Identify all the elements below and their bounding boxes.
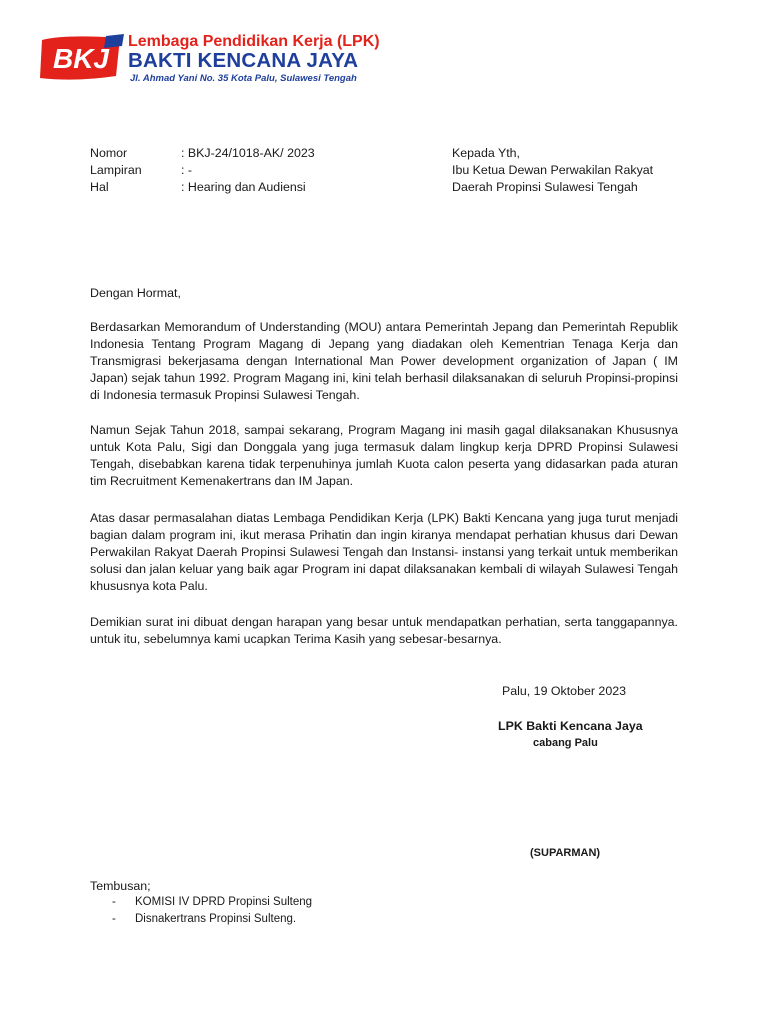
institution-name: BAKTI KENCANA JAYA [128,49,359,72]
meta-value: : Hearing dan Audiensi [181,180,306,194]
meta-value: : BKJ-24/1018-AK/ 2023 [181,146,315,160]
letter-meta [90,145,315,196]
signature-org: LPK Bakti Kencana Jaya [498,719,643,733]
body-paragraph: Atas dasar permasalahan diatas Lembaga Pendidikan Kerja (LPK) Bakti Kencana yang juga turut menjadi bagian dalam program ini, ikut merasa Prihatin dan ingin kiranya mendapat perhatian khusus dari Dewan Perwakilan Rakyat Daerah Propinsi Sulawesi Tengah dan Instansi- instansi yang terkait untuk memberikan solusi dan jalan keluar yang baik agar Program ini dapat dilaksanakan kembali di wilayah Sulawesi Tengah khususnya kota Palu. [90,511,678,593]
recipient-line: Daerah Propinsi Sulawesi Tengah [452,180,638,194]
meta-label: Lampiran [90,163,142,177]
meta-value: : - [181,163,193,177]
signature-date: Palu, 19 Oktober 2023 [502,684,626,698]
cc-item-text: KOMISI IV DPRD Propinsi Sulteng [135,896,313,908]
meta-row-lampiran [90,162,315,179]
body-paragraph: Berdasarkan Memorandum of Understanding (MOU) antara Pemerintah Jepang dan Pemerintah Republik Indonesia Tentang Program Magang di Jepang yang diadakan oleh Kementrian Tenaga Kerja dan Transmigrasi bekerjasama dengan International Man Power development organization of Japan ( IM Japan) sejak tahun 1992. Program Magang ini, kini telah berhasil dilaksanakan di seluruh Propinsi-propinsi di Indonesia termasuk Propinsi Sulawesi Tengah. [90,320,678,402]
logo-text: BKJ [52,43,110,74]
cc-item-text: Disnakertrans Propinsi Sulteng. [135,913,297,925]
meta-row-nomor [90,145,315,162]
cc-label: Tembusan; [90,879,151,893]
salutation: Dengan Hormat, [90,286,181,300]
signatory-name: (SUPARMAN) [530,847,601,859]
recipient-line: Kepada Yth, [452,146,520,160]
recipient-line: Ibu Ketua Dewan Perwakilan Rakyat [452,163,654,177]
institution-type: Lembaga Pendidikan Kerja (LPK) [128,33,380,50]
recipient-block [452,145,653,196]
institution-address: Jl. Ahmad Yani No. 35 Kota Palu, Sulawesi Tengah [130,73,357,84]
cc-item: - KOMISI IV DPRD Propinsi Sulteng [112,896,313,908]
cc-item: - Disnakertrans Propinsi Sulteng. [112,913,297,925]
body-paragraph: Demikian surat ini dibuat dengan harapan yang besar untuk mendapatkan perhatian, serta tanggapannya. untuk itu, sebelumnya kami ucapkan Terima Kasih yang sebesar-besarnya. [90,615,678,646]
meta-row-hal [90,179,315,196]
signature-branch: cabang Palu [533,737,598,749]
meta-label: Nomor [90,146,128,160]
meta-label: Hal [90,180,109,194]
body-paragraph: Namun Sejak Tahun 2018, sampai sekarang, Program Magang ini masih gagal dilaksanakan Khususnya untuk Kota Palu, Sigi dan Donggala yang juga termasuk dalam lingkup kerja DPRD Propinsi Sulawesi Tengah, disebabkan karena tidak terpenuhinya jumlah Kuota calon peserta yang didasarkan pada aturan tim Recruitment Kemenakertrans dan IM Japan. [90,423,678,488]
bkj-logo-icon [36,34,126,82]
cc-list [112,894,312,928]
